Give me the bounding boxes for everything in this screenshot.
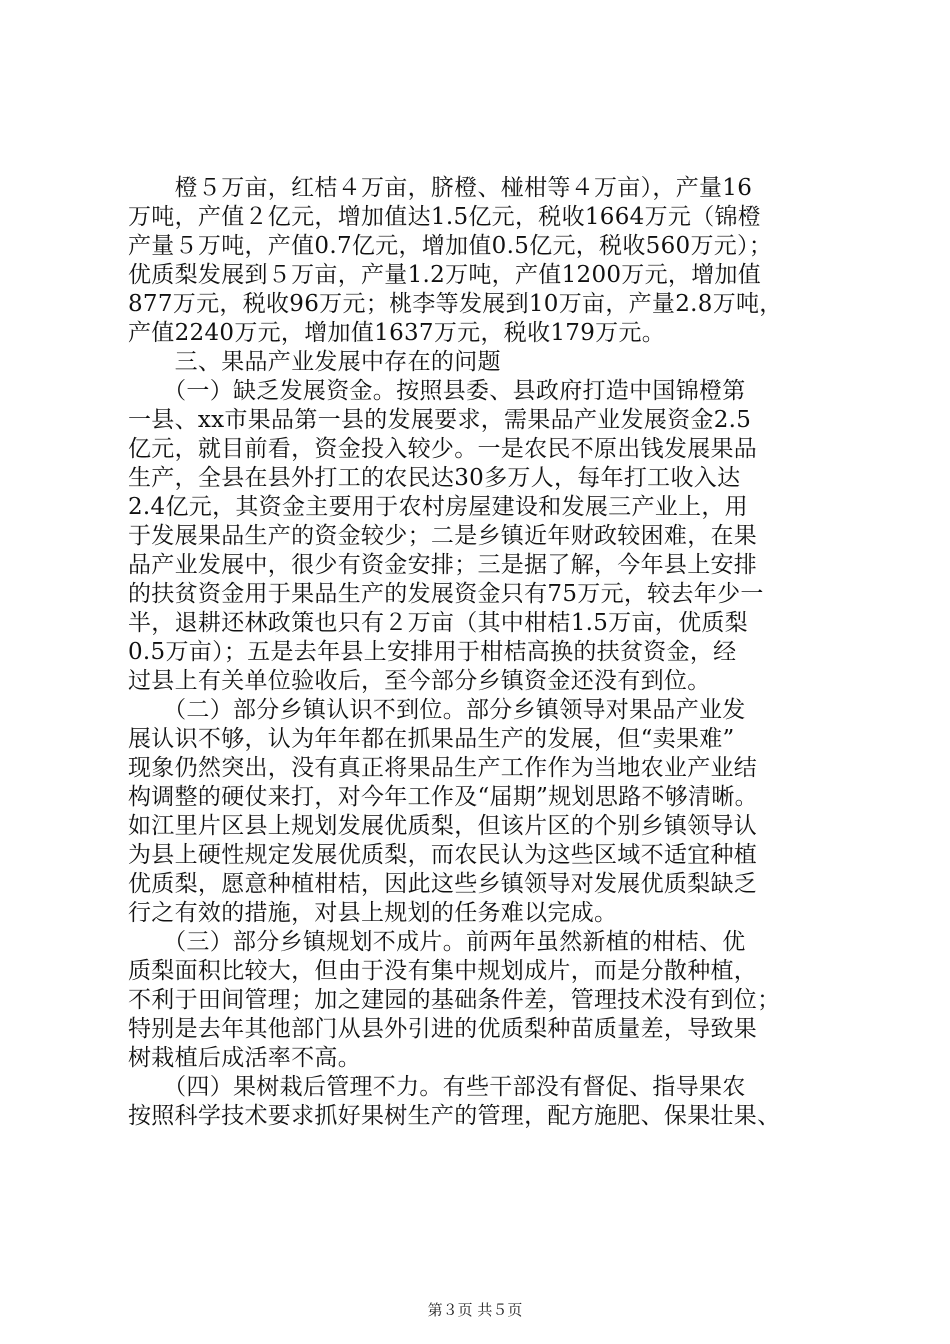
text-line: 的扶贫资金用于果品生产的发展资金只有75万元，较去年少一 bbox=[128, 581, 764, 607]
text-line: 特别是去年其他部门从县外引进的优质梨种苗质量差，导致果 bbox=[128, 1016, 758, 1042]
text-line: 过县上有关单位验收后，至今部分乡镇资金还没有到位。 bbox=[128, 668, 711, 694]
text-line: 产值2240万元，增加值1637万元，税收179万元。 bbox=[128, 320, 666, 346]
text-line: 0.5万亩）；五是去年县上安排用于柑桔高换的扶贫资金，经 bbox=[128, 639, 737, 665]
text-line: 现象仍然突出，没有真正将果品生产工作作为当地农业产业结 bbox=[128, 755, 758, 781]
text-line: 万吨，产值２亿元，增加值达1.5亿元，税收1664万元（锦橙 bbox=[128, 204, 762, 230]
text-line: 2.4亿元，其资金主要用于农村房屋建设和发展三产业上，用 bbox=[128, 494, 748, 520]
text-line: （二）部分乡镇认识不到位。部分乡镇领导对果品产业发 bbox=[128, 697, 746, 723]
text-line: 半，退耕还林政策也只有２万亩（其中柑桔1.5万亩，优质梨 bbox=[128, 610, 748, 636]
text-line: 如江里片区县上规划发展优质梨，但该片区的个别乡镇领导认 bbox=[128, 813, 758, 839]
text-line: 亿元，就目前看，资金投入较少。一是农民不原出钱发展果品 bbox=[128, 436, 758, 462]
text-line: （三）部分乡镇规划不成片。前两年虽然新植的柑桔、优 bbox=[128, 929, 746, 955]
text-line: 优质梨发展到５万亩，产量1.2万吨，产值1200万元，增加值 bbox=[128, 262, 762, 288]
text-line: 构调整的硬仗来打，对今年工作及“届期”规划思路不够清晰。 bbox=[128, 784, 758, 810]
text-line: 行之有效的措施，对县上规划的任务难以完成。 bbox=[128, 900, 618, 926]
text-line: （四）果树栽后管理不力。有些干部没有督促、指导果农 bbox=[128, 1074, 746, 1100]
text-line: 品产业发展中，很少有资金安排；三是据了解，今年县上安排 bbox=[128, 552, 758, 578]
text-line: 按照科学技术要求抓好果树生产的管理，配方施肥、保果壮果、 bbox=[128, 1103, 781, 1129]
page-number-footer: 第３页 共５页 bbox=[427, 1301, 523, 1319]
text-line: 优质梨，愿意种植柑桔，因此这些乡镇领导对发展优质梨缺乏 bbox=[128, 871, 758, 897]
section-heading: 三、果品产业发展中存在的问题 bbox=[128, 349, 501, 375]
text-line: 为县上硬性规定发展优质梨，而农民认为这些区域不适宜种植 bbox=[128, 842, 758, 868]
text-line: 橙５万亩，红桔４万亩，脐橙、椪柑等４万亩），产量16 bbox=[128, 175, 753, 201]
text-line: 产量５万吨，产值0.7亿元，增加值0.5亿元，税收560万元）； bbox=[128, 233, 773, 259]
text-line: 877万元，税收96万元；桃李等发展到10万亩，产量2.8万吨， bbox=[128, 291, 783, 317]
text-line: （一）缺乏发展资金。按照县委、县政府打造中国锦橙第 bbox=[128, 378, 746, 404]
text-line: 质梨面积比较大，但由于没有集中规划成片，而是分散种植， bbox=[128, 958, 758, 984]
document-body bbox=[128, 174, 848, 1131]
text-line: 生产，全县在县外打工的农民达30多万人，每年打工收入达 bbox=[128, 465, 741, 491]
text-line: 于发展果品生产的资金较少；二是乡镇近年财政较困难，在果 bbox=[128, 523, 758, 549]
text-line: 一县、xx市果品第一县的发展要求，需果品产业发展资金2.5 bbox=[128, 407, 752, 433]
text-line: 不利于田间管理；加之建园的基础条件差，管理技术没有到位； bbox=[128, 987, 781, 1013]
text-line: 展认识不够，认为年年都在抓果品生产的发展，但“卖果难” bbox=[128, 726, 735, 752]
text-line: 树栽植后成活率不高。 bbox=[128, 1045, 361, 1071]
